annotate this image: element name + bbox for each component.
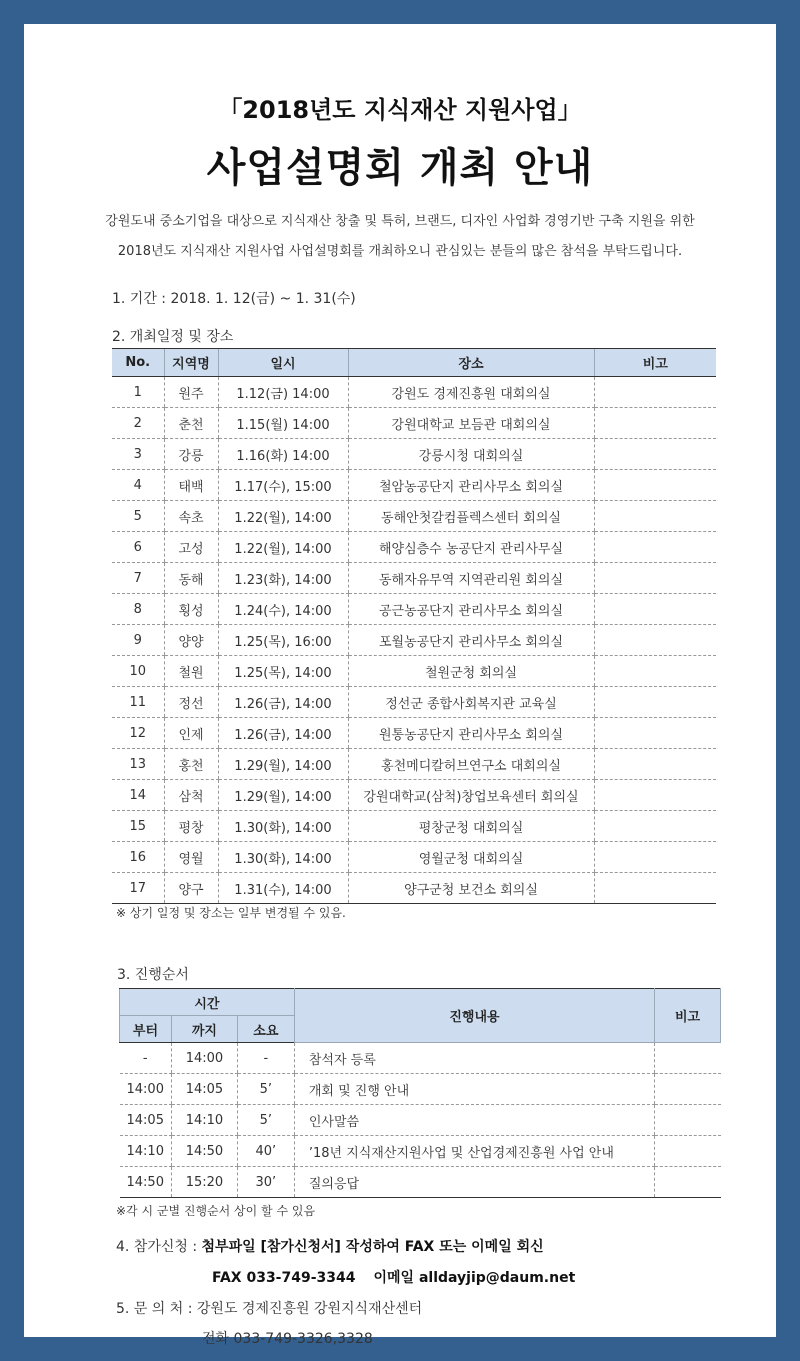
cell-region: 평창 <box>164 811 218 842</box>
program-row <box>120 1074 721 1105</box>
cell-no: 12 <box>112 718 164 749</box>
cell-no: 4 <box>112 470 164 501</box>
cell-datetime: 1.12(금) 14:00 <box>218 377 348 408</box>
program-table <box>119 988 721 1198</box>
cell-note <box>594 749 716 780</box>
cell-from: 14:10 <box>120 1136 172 1167</box>
schedule-row <box>112 408 716 439</box>
cell-region: 철원 <box>164 656 218 687</box>
header-datetime: 일시 <box>218 349 348 377</box>
schedule-row <box>112 811 716 842</box>
cell-place: 영월군청 대회의실 <box>348 842 594 873</box>
cell-note <box>655 1074 721 1105</box>
cell-note <box>594 439 716 470</box>
cell-to: 14:50 <box>171 1136 237 1167</box>
schedule-row <box>112 625 716 656</box>
cell-note <box>594 842 716 873</box>
cell-to: 14:05 <box>171 1074 237 1105</box>
cell-datetime: 1.24(수), 14:00 <box>218 594 348 625</box>
schedule-row <box>112 749 716 780</box>
cell-note <box>594 718 716 749</box>
program-row <box>120 1105 721 1136</box>
cell-content: 참석자 등록 <box>294 1043 654 1074</box>
intro-line-1: 강원도내 중소기업을 대상으로 지식재산 창출 및 특허, 브랜드, 디자인 사업화 경영기반 구축 지원을 위한 <box>105 214 695 229</box>
cell-region: 강릉 <box>164 439 218 470</box>
header-note: 비고 <box>594 349 716 377</box>
schedule-table <box>112 348 716 904</box>
cell-datetime: 1.30(화), 14:00 <box>218 842 348 873</box>
cell-datetime: 1.30(화), 14:00 <box>218 811 348 842</box>
cell-content: 질의응답 <box>294 1167 654 1198</box>
cell-note <box>594 873 716 904</box>
cell-no: 6 <box>112 532 164 563</box>
cell-content: ’18년 지식재산지원사업 및 산업경제진흥원 사업 안내 <box>294 1136 654 1167</box>
header-program-note: 비고 <box>655 989 721 1043</box>
cell-place: 해양심층수 농공단지 관리사무실 <box>348 532 594 563</box>
cell-datetime: 1.23(화), 14:00 <box>218 563 348 594</box>
cell-no: 3 <box>112 439 164 470</box>
program-row <box>120 1167 721 1198</box>
cell-place: 강원대학교 보듬관 대회의실 <box>348 408 594 439</box>
cell-from: 14:05 <box>120 1105 172 1136</box>
cell-from: 14:00 <box>120 1074 172 1105</box>
cell-to: 14:00 <box>171 1043 237 1074</box>
cell-region: 영월 <box>164 842 218 873</box>
cell-note <box>594 656 716 687</box>
schedule-row <box>112 842 716 873</box>
cell-region: 양구 <box>164 873 218 904</box>
program-note: ※각 시 군별 진행순서 상이 할 수 있음 <box>116 1204 316 1218</box>
apply-line <box>116 1236 544 1256</box>
header-region: 지역명 <box>164 349 218 377</box>
apply-text: 첨부파일 [참가신청서] 작성하여 FAX 또는 이메일 회신 <box>201 1239 544 1255</box>
cell-to: 15:20 <box>171 1167 237 1198</box>
cell-region: 태백 <box>164 470 218 501</box>
cell-note <box>594 687 716 718</box>
cell-no: 8 <box>112 594 164 625</box>
cell-no: 10 <box>112 656 164 687</box>
cell-from: - <box>120 1043 172 1074</box>
cell-region: 횡성 <box>164 594 218 625</box>
apply-contact-line <box>212 1267 575 1287</box>
cell-no: 2 <box>112 408 164 439</box>
cell-no: 14 <box>112 780 164 811</box>
cell-region: 고성 <box>164 532 218 563</box>
cell-region: 양양 <box>164 625 218 656</box>
program-header-row-1 <box>120 989 721 1016</box>
cell-note <box>655 1167 721 1198</box>
apply-email: 이메일 alldayjip@daum.net <box>373 1270 576 1286</box>
cell-no: 11 <box>112 687 164 718</box>
cell-place: 동해안첫갈컴플렉스센터 회의실 <box>348 501 594 532</box>
cell-datetime: 1.29(월), 14:00 <box>218 780 348 811</box>
cell-place: 동해자유무역 지역관리원 회의실 <box>348 563 594 594</box>
cell-note <box>594 625 716 656</box>
cell-place: 철원군청 회의실 <box>348 656 594 687</box>
title-line-1: 「2018년도 지식재산 지원사업」 <box>218 96 582 124</box>
cell-note <box>594 780 716 811</box>
cell-datetime: 1.31(수), 14:00 <box>218 873 348 904</box>
cell-note <box>594 532 716 563</box>
apply-label: 4. 참가신청 : <box>116 1239 202 1255</box>
cell-no: 7 <box>112 563 164 594</box>
cell-note <box>655 1043 721 1074</box>
contact-line-2: 전화 033-749-3326,3328 <box>202 1331 373 1347</box>
header-no: No. <box>112 349 164 377</box>
cell-to: 14:10 <box>171 1105 237 1136</box>
cell-region: 춘천 <box>164 408 218 439</box>
header-place: 장소 <box>348 349 594 377</box>
cell-place: 강원대학교(삼척)창업보육센터 회의실 <box>348 780 594 811</box>
cell-duration: 30’ <box>237 1167 294 1198</box>
schedule-row <box>112 470 716 501</box>
cell-note <box>594 811 716 842</box>
cell-place: 철암농공단지 관리사무소 회의실 <box>348 470 594 501</box>
header-content: 진행내용 <box>294 989 654 1043</box>
cell-datetime: 1.22(월), 14:00 <box>218 532 348 563</box>
cell-content: 개회 및 진행 안내 <box>294 1074 654 1105</box>
header-from: 부터 <box>120 1016 172 1043</box>
cell-datetime: 1.17(수), 15:00 <box>218 470 348 501</box>
cell-datetime: 1.16(화) 14:00 <box>218 439 348 470</box>
section-schedule-heading: 2. 개최일정 및 장소 <box>112 329 234 345</box>
schedule-row <box>112 780 716 811</box>
cell-content: 인사말씀 <box>294 1105 654 1136</box>
cell-datetime: 1.15(월) 14:00 <box>218 408 348 439</box>
cell-place: 강릉시청 대회의실 <box>348 439 594 470</box>
program-row <box>120 1136 721 1167</box>
schedule-row <box>112 377 716 408</box>
notice-document <box>24 24 776 1347</box>
cell-region: 인제 <box>164 718 218 749</box>
schedule-row <box>112 718 716 749</box>
title-line-2: 사업설명회 개최 안내 <box>206 145 594 191</box>
cell-datetime: 1.29(월), 14:00 <box>218 749 348 780</box>
cell-datetime: 1.25(목), 16:00 <box>218 625 348 656</box>
contact-line-1: 5. 문 의 처 : 강원도 경제진흥원 강원지식재산센터 <box>116 1301 423 1317</box>
cell-no: 9 <box>112 625 164 656</box>
cell-region: 속초 <box>164 501 218 532</box>
cell-no: 5 <box>112 501 164 532</box>
cell-note <box>655 1136 721 1167</box>
cell-no: 13 <box>112 749 164 780</box>
cell-place: 양구군청 보건소 회의실 <box>348 873 594 904</box>
cell-no: 15 <box>112 811 164 842</box>
cell-place: 원통농공단지 관리사무소 회의실 <box>348 718 594 749</box>
cell-duration: - <box>237 1043 294 1074</box>
cell-from: 14:50 <box>120 1167 172 1198</box>
schedule-note: ※ 상기 일정 및 장소는 일부 변경될 수 있음. <box>116 906 346 920</box>
cell-note <box>594 501 716 532</box>
schedule-row <box>112 687 716 718</box>
cell-duration: 5’ <box>237 1105 294 1136</box>
cell-duration: 5’ <box>237 1074 294 1105</box>
schedule-row <box>112 532 716 563</box>
cell-region: 정선 <box>164 687 218 718</box>
cell-region: 홍천 <box>164 749 218 780</box>
schedule-row <box>112 439 716 470</box>
cell-datetime: 1.25(목), 14:00 <box>218 656 348 687</box>
header-time: 시간 <box>120 989 295 1016</box>
cell-place: 정선군 종합사회복지관 교육실 <box>348 687 594 718</box>
header-to: 까지 <box>171 1016 237 1043</box>
schedule-row <box>112 873 716 904</box>
cell-no: 1 <box>112 377 164 408</box>
schedule-row <box>112 594 716 625</box>
cell-region: 동해 <box>164 563 218 594</box>
cell-note <box>594 594 716 625</box>
cell-place: 공근농공단지 관리사무소 회의실 <box>348 594 594 625</box>
cell-note <box>594 563 716 594</box>
cell-place: 홍천메디칼허브연구소 대회의실 <box>348 749 594 780</box>
cell-note <box>655 1105 721 1136</box>
schedule-header-row <box>112 349 716 377</box>
apply-fax: FAX 033-749-3344 <box>212 1270 356 1286</box>
cell-note <box>594 408 716 439</box>
cell-place: 강원도 경제진흥원 대회의실 <box>348 377 594 408</box>
intro-line-2: 2018년도 지식재산 지원사업 사업설명회를 개최하오니 관심있는 분들의 많은 참석을 부탁드립니다. <box>117 244 683 259</box>
cell-duration: 40’ <box>237 1136 294 1167</box>
cell-no: 17 <box>112 873 164 904</box>
cell-no: 16 <box>112 842 164 873</box>
section-period: 1. 기간 : 2018. 1. 12(금) ~ 1. 31(수) <box>112 291 356 307</box>
cell-region: 원주 <box>164 377 218 408</box>
cell-note <box>594 470 716 501</box>
cell-datetime: 1.22(월), 14:00 <box>218 501 348 532</box>
schedule-row <box>112 656 716 687</box>
cell-place: 포월농공단지 관리사무소 회의실 <box>348 625 594 656</box>
header-duration: 소요 <box>237 1016 294 1043</box>
cell-place: 평창군청 대회의실 <box>348 811 594 842</box>
cell-datetime: 1.26(금), 14:00 <box>218 687 348 718</box>
section-program-heading: 3. 진행순서 <box>117 967 189 983</box>
program-row <box>120 1043 721 1074</box>
cell-datetime: 1.26(금), 14:00 <box>218 718 348 749</box>
schedule-row <box>112 563 716 594</box>
cell-note <box>594 377 716 408</box>
cell-region: 삼척 <box>164 780 218 811</box>
schedule-row <box>112 501 716 532</box>
